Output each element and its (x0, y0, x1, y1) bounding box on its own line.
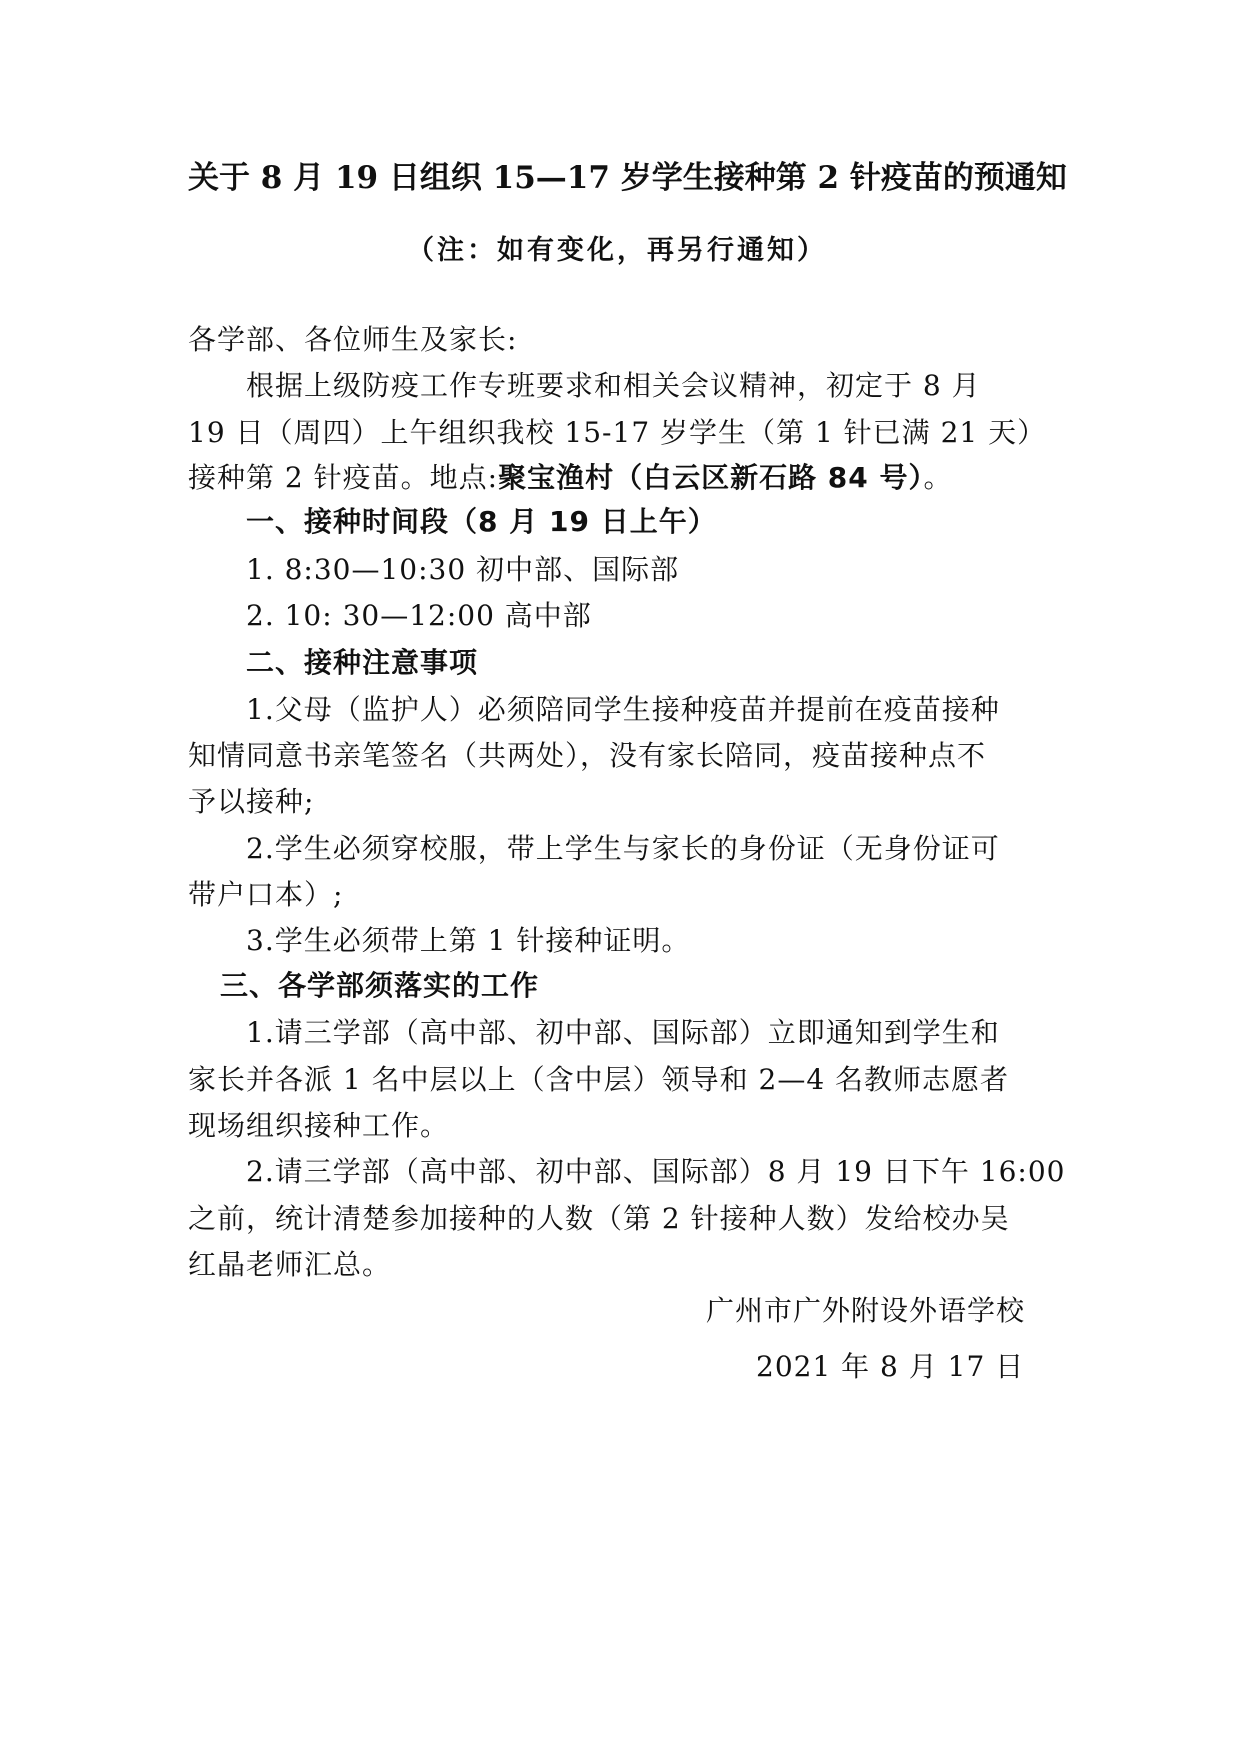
school-signature: 广州市广外附设外语学校 (706, 1294, 1026, 1327)
section-2-item-1-line-1: 1.父母（监护人）必须陪同学生接种疫苗并提前在疫苗接种 (246, 693, 1000, 726)
section-2-heading: 二、接种注意事项 (246, 646, 479, 679)
time-slot-item: 1. 8:30—10:30 初中部、国际部 (246, 553, 680, 586)
intro-line-1: 根据上级防疫工作专班要求和相关会议精神，初定于 8 月 (246, 369, 981, 402)
section-2-item-2-line-2: 带户口本）; (188, 878, 344, 911)
time-slot-item: 2. 10: 30—12:00 高中部 (246, 599, 592, 632)
section-3-item-1-line-3: 现场组织接种工作。 (188, 1109, 450, 1142)
notice-date: 2021 年 8 月 17 日 (756, 1350, 1025, 1383)
section-2-item-3: 3.学生必须带上第 1 针接种证明。 (246, 924, 691, 957)
salutation: 各学部、各位师生及家长: (188, 323, 518, 356)
intro-line-3-prefix: 接种第 2 针疫苗。地点: (188, 461, 499, 494)
section-3-item-2-line-2: 之前，统计清楚参加接种的人数（第 2 针接种人数）发给校办吴 (188, 1202, 1010, 1235)
intro-line-2: 19 日（周四）上午组织我校 15-17 岁学生（第 1 针已满 21 天） (188, 416, 1047, 449)
section-3-item-2-line-3: 红晶老师汇总。 (188, 1248, 392, 1281)
section-2-item-1-line-3: 予以接种; (188, 785, 315, 818)
section-2-item-2-line-1: 2.学生必须穿校服，带上学生与家长的身份证（无身份证可 (246, 832, 1000, 865)
section-2-item-1-line-2: 知情同意书亲笔签名（共两处），没有家长陪同，疫苗接种点不 (188, 739, 987, 772)
section-3-item-1-line-2: 家长并各派 1 名中层以上（含中层）领导和 2—4 名教师志愿者 (188, 1063, 1010, 1096)
notice-subtitle: （注：如有变化，再另行通知） (407, 235, 827, 266)
intro-line-3-suffix: 。 (923, 461, 953, 494)
section-3-item-2-line-1: 2.请三学部（高中部、初中部、国际部）8 月 19 日下午 16:00 (246, 1155, 1066, 1188)
section-3-heading: 三、各学部须落实的工作 (220, 969, 540, 1002)
notice-title: 关于 8 月 19 日组织 15—17 岁学生接种第 2 针疫苗的预通知 (188, 160, 1067, 196)
section-1-heading: 一、接种时间段（8 月 19 日上午） (246, 505, 717, 538)
vaccination-location: 聚宝渔村（白云区新石路 84 号） (498, 461, 924, 494)
intro-line-3 (188, 458, 953, 498)
section-3-item-1-line-1: 1.请三学部（高中部、初中部、国际部）立即通知到学生和 (246, 1016, 1000, 1049)
